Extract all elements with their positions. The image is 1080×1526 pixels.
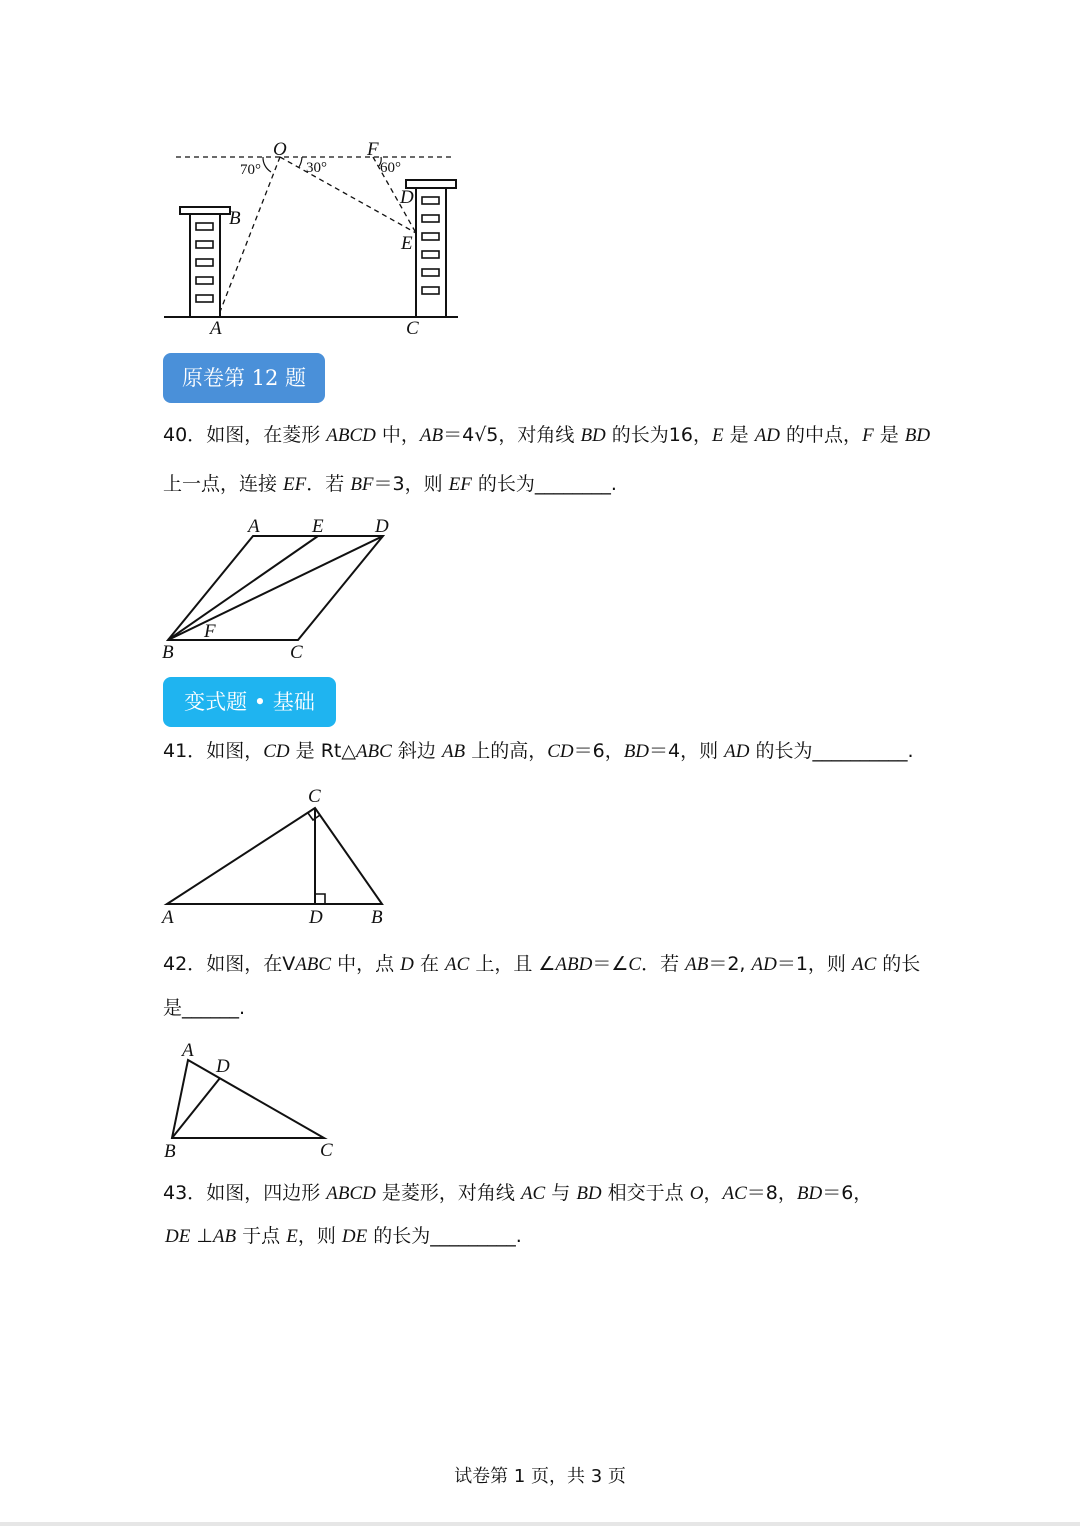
q42-t9: C bbox=[628, 954, 642, 975]
label-F: F bbox=[204, 621, 216, 642]
label-D: D bbox=[309, 907, 323, 928]
q43-l2-t7: 的长为_________. bbox=[367, 1225, 522, 1247]
q42-t14: ＝1，则 bbox=[776, 953, 852, 975]
q40-t4: ＝4√5，对角线 bbox=[443, 424, 581, 446]
variant-question-badge: 变式题 • 基础 bbox=[163, 677, 336, 727]
label-A: A bbox=[248, 516, 260, 537]
page-footer: 试卷第 1 页，共 3 页 bbox=[454, 1466, 626, 1487]
q42-t16: 的长 bbox=[876, 953, 921, 975]
q43-line1 bbox=[163, 1181, 872, 1206]
q42-t10: ．若 bbox=[641, 953, 686, 975]
label-B: B bbox=[229, 208, 241, 229]
q42-line2 bbox=[163, 996, 245, 1020]
label-C: C bbox=[290, 642, 303, 663]
q40-t2: 中， bbox=[375, 424, 420, 446]
q43-t6: 相交于点 bbox=[601, 1182, 690, 1204]
q40-number: 40． bbox=[163, 424, 207, 446]
q43-t12: ＝6， bbox=[822, 1182, 873, 1204]
q43-t8: ， bbox=[703, 1182, 723, 1204]
q43-t0: 如图，四边形 bbox=[206, 1182, 327, 1204]
q41-t5: AB bbox=[441, 741, 466, 762]
q43-t9: AC bbox=[722, 1183, 747, 1204]
q42-t12: ＝2, bbox=[708, 953, 752, 975]
q40-l2-t5: EF bbox=[448, 474, 472, 495]
angle-30: 30° bbox=[306, 160, 327, 176]
q43-t11: BD bbox=[796, 1183, 823, 1204]
triangle-figure-q42 bbox=[158, 1038, 348, 1166]
q43-line2 bbox=[165, 1224, 522, 1249]
q43-t3: AC bbox=[520, 1183, 546, 1204]
q40-t7: E bbox=[711, 425, 724, 446]
q43-t10: ＝8， bbox=[746, 1182, 797, 1204]
label-B: B bbox=[371, 907, 383, 928]
q40-l2-t2: ．若 bbox=[306, 473, 351, 495]
q40-t3: AB bbox=[419, 425, 444, 446]
angle-70: 70° bbox=[240, 162, 261, 178]
label-E: E bbox=[401, 233, 413, 254]
rhombus-figure-q40 bbox=[158, 512, 408, 664]
q43-t4: 与 bbox=[545, 1182, 577, 1204]
q43-t7: O bbox=[689, 1183, 704, 1204]
q40-l2-t0: 上一点，连接 bbox=[163, 473, 284, 495]
q42-t15: AC bbox=[851, 954, 877, 975]
q43-l2-t3: 于点 bbox=[236, 1225, 287, 1247]
label-A: A bbox=[210, 318, 222, 339]
q41-t8: ＝6， bbox=[573, 740, 624, 762]
q41-number: 41． bbox=[163, 740, 207, 762]
label-D: D bbox=[400, 187, 414, 208]
label-O: O bbox=[273, 139, 287, 160]
q42-l2-t0: 是______. bbox=[163, 997, 246, 1019]
q41-t9: BD bbox=[623, 741, 650, 762]
label-D: D bbox=[375, 516, 389, 537]
q40-l2-t6: 的长为________. bbox=[471, 473, 617, 495]
q40-t11: F bbox=[862, 425, 874, 446]
q41-t10: ＝4，则 bbox=[649, 740, 725, 762]
label-C: C bbox=[308, 786, 321, 807]
angle-60: 60° bbox=[380, 160, 401, 176]
q42-t1: ABC bbox=[295, 954, 332, 975]
label-B: B bbox=[164, 1141, 176, 1162]
q42-t13: AD bbox=[751, 954, 777, 975]
q40-t8: 是 bbox=[723, 424, 755, 446]
q42-t2: 中，点 bbox=[331, 953, 401, 975]
q40-t12: 是 bbox=[873, 424, 905, 446]
q41-line1 bbox=[163, 739, 914, 764]
label-E: E bbox=[312, 516, 324, 537]
q40-line1 bbox=[163, 423, 930, 448]
q42-number: 42． bbox=[163, 953, 207, 975]
label-F: F bbox=[367, 139, 379, 160]
q41-t2: 是 Rt△ bbox=[289, 740, 356, 762]
q40-t5: BD bbox=[580, 425, 606, 446]
q43-l2-t2: AB bbox=[212, 1226, 237, 1247]
q43-t2: 是菱形，对角线 bbox=[375, 1182, 521, 1204]
q41-t0: 如图， bbox=[206, 740, 264, 762]
q40-t10: 的中点， bbox=[780, 424, 863, 446]
q40-t6: 的长为16， bbox=[605, 424, 712, 446]
q41-t11: AD bbox=[724, 741, 750, 762]
label-C: C bbox=[320, 1140, 333, 1161]
original-question-badge: 原卷第 12 题 bbox=[163, 353, 325, 403]
q42-t4: 在 bbox=[413, 953, 445, 975]
q40-l2-t3: BF bbox=[350, 474, 374, 495]
q42-t5: AC bbox=[445, 954, 470, 975]
q43-l2-t4: E bbox=[286, 1226, 298, 1247]
q43-number: 43． bbox=[163, 1182, 207, 1204]
page-bottom-edge bbox=[0, 1522, 1080, 1526]
label-C: C bbox=[406, 318, 419, 339]
q41-t6: 上的高， bbox=[465, 740, 548, 762]
label-A: A bbox=[182, 1040, 194, 1061]
label-B: B bbox=[162, 642, 174, 663]
label-A: A bbox=[162, 907, 174, 928]
q42-t0: 如图，在V bbox=[206, 953, 296, 975]
q43-l2-t0: DE bbox=[165, 1226, 191, 1247]
label-D: D bbox=[216, 1056, 230, 1077]
q41-t4: 斜边 bbox=[391, 740, 442, 762]
q40-l2-t4: ＝3，则 bbox=[373, 473, 449, 495]
q42-t6: 上，且 ∠ bbox=[469, 953, 556, 975]
q43-l2-t5: ，则 bbox=[297, 1225, 342, 1247]
q42-t11: AB bbox=[685, 954, 709, 975]
q43-l2-t1: ⊥ bbox=[190, 1225, 213, 1247]
q42-t7: ABD bbox=[555, 954, 593, 975]
q40-line2 bbox=[163, 472, 617, 497]
q43-t1: ABCD bbox=[326, 1183, 376, 1204]
q43-t5: BD bbox=[576, 1183, 602, 1204]
right-triangle-figure-q41 bbox=[158, 782, 398, 930]
q40-t9: AD bbox=[754, 425, 781, 446]
q41-t3: ABC bbox=[355, 741, 392, 762]
q41-t12: 的长为__________. bbox=[749, 740, 914, 762]
q40-t13: BD bbox=[904, 425, 931, 446]
q41-t7: CD bbox=[547, 741, 574, 762]
q43-l2-t6: DE bbox=[341, 1226, 368, 1247]
q42-line1 bbox=[163, 952, 920, 977]
q42-t3: D bbox=[400, 954, 414, 975]
q40-t0: 如图，在菱形 bbox=[206, 424, 327, 446]
q40-t1: ABCD bbox=[326, 425, 376, 446]
q40-l2-t1: EF bbox=[283, 474, 307, 495]
buildings-figure bbox=[160, 135, 470, 340]
q41-t1: CD bbox=[263, 741, 290, 762]
q42-t8: ＝∠ bbox=[592, 953, 629, 975]
